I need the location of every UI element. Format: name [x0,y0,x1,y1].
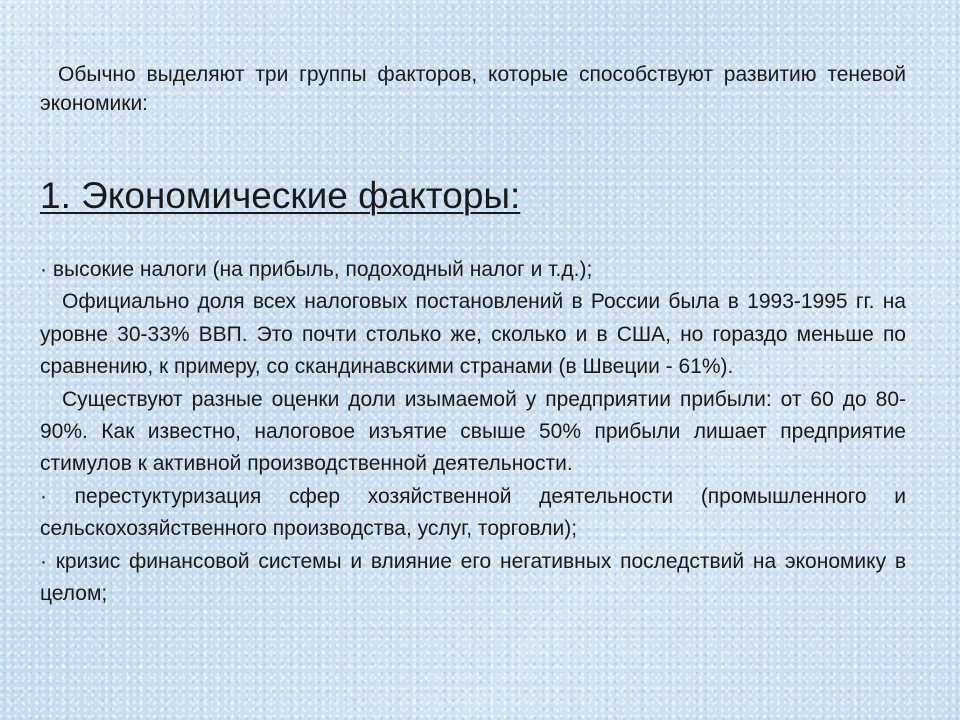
intro-text [40,60,906,118]
paragraph-official-share: Официально доля всех налоговых постановлений в России была в 1993-1995 гг. на уровне 30-33% ВВП. Это почти столько же, сколько и в США, но гораздо меньше по сравнению, к примеру, со скандинавскими странами (в Швеции - 61%). [40,290,906,379]
intro-line: Обычно выделяют три группы факторов, которые способствуют развитию теневой экономики: [40,63,906,115]
bullet-high-taxes: · высокие налоги (на прибыль, подоходный налог и т.д.); [40,258,593,281]
bullet-financial-crisis: · кризис финансовой системы и влияние его негативных последствий на экономику в целом; [40,549,906,606]
bullet-restructuring: · перестуктуризация сфер хозяйственной деятельности (промышленного и сельскохозяйственного производства, услуг, торговли); [40,484,906,541]
body-text [40,254,906,610]
paragraph-profit-estimates: Существуют разные оценки доли изымаемой у предприятии прибыли: от 60 до 80-90%. Как известно, налоговое изъятие свыше 50% прибыли лишает предприятие стимулов к активной производственной деятельности. [40,387,906,476]
section-heading: 1. Экономические факторы: [40,175,521,216]
